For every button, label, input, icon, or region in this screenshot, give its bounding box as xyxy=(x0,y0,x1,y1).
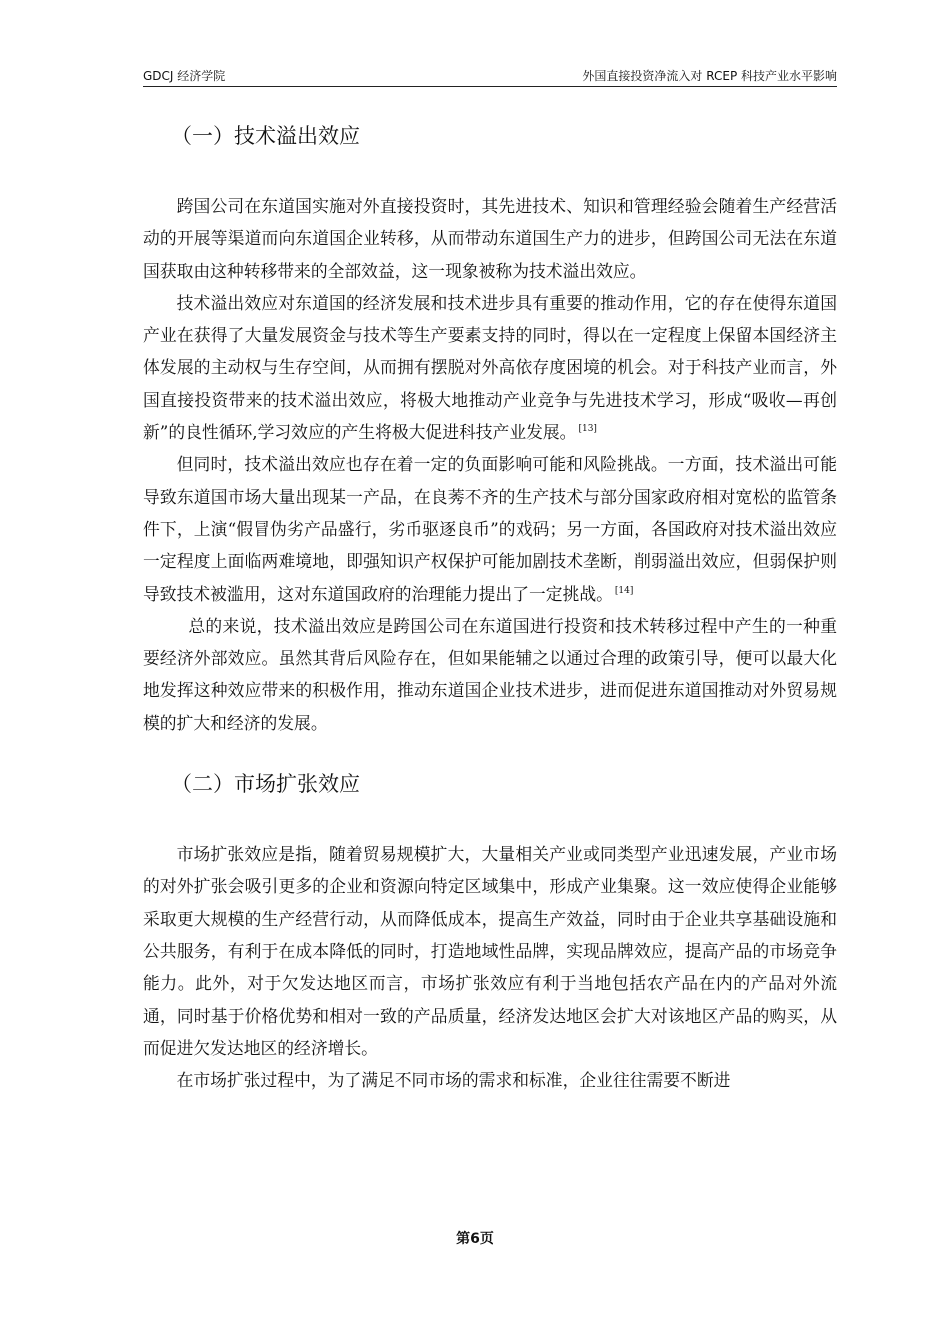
page-header xyxy=(143,66,837,87)
document-body xyxy=(143,106,837,1096)
paragraph: 但同时，技术溢出效应也存在着一定的负面影响可能和风险挑战。一方面，技术溢出可能导致东道国市场大量出现某一产品，在良莠不齐的生产技术与部分国家政府相对宽松的监管条件下，上演“假冒伪劣产品盛行，劣币驱逐良币”的戏码；另一方面，各国政府对技术溢出效应一定程度上面临两难境地，即强知识产权保护可能加剧技术垄断，削弱溢出效应，但弱保护则导致技术被滥用，这对东道国政府的治理能力提出了一定挑战。 [14] xyxy=(143,454,837,604)
citation-marker: [13] xyxy=(578,424,597,435)
header-right-text: 外国直接投资净流入对 RCEP 科技产业水平影响 xyxy=(582,69,837,83)
paragraph: 跨国公司在东道国实施对外直接投资时，其先进技术、知识和管理经验会随着生产经营活动的开展等渠道而向东道国企业转移，从而带动东道国生产力的进步，但跨国公司无法在东道国获取由这种转移带来的全部效益，这一现象被称为技术溢出效应。 xyxy=(143,196,837,281)
header-left-text: GDCJ 经济学院 xyxy=(143,69,226,83)
citation-marker: [14] xyxy=(614,585,634,596)
paragraph: 总的来说，技术溢出效应是跨国公司在东道国进行投资和技术转移过程中产生的一种重要经济外部效应。虽然其背后风险存在，但如果能辅之以通过合理的政策引导，便可以最大化地发挥这种效应带来的积极作用，推动东道国企业技术进步，进而促进东道国推动对外贸易规模的扩大和经济的发展。 xyxy=(143,615,837,733)
section-heading-market-expansion: （二）市场扩张效应 xyxy=(171,772,360,797)
paragraph: 在市场扩张过程中，为了满足不同市场的需求和标准，企业往往需要不断进 xyxy=(176,1070,731,1091)
page-number: 第6页 xyxy=(456,1231,494,1247)
paragraph: 市场扩张效应是指，随着贸易规模扩大，大量相关产业或同类型产业迅速发展，产业市场的对外扩张会吸引更多的企业和资源向特定区域集中，形成产业集聚。这一效应使得企业能够采取更大规模的生产经营行动，从而降低成本，提高生产效益，同时由于企业共享基础设施和公共服务，有利于在成本降低的同时，打造地域性品牌，实现品牌效应，提高产品的市场竞争能力。此外，对于欠发达地区而言，市场扩张效应有利于当地包括农产品在内的产品对外流通，同时基于价格优势和相对一致的产品质量，经济发达地区会扩大对该地区产品的购买，从而促进欠发达地区的经济增长。 xyxy=(143,844,837,1058)
paragraph: 技术溢出效应对东道国的经济发展和技术进步具有重要的推动作用，它的存在使得东道国产业在获得了大量发展资金与技术等生产要素支持的同时，得以在一定程度上保留本国经济主体发展的主动权与生存空间，从而拥有摆脱对外高依存度困境的机会。对于科技产业而言，外国直接投资带来的技术溢出效应，将极大地推动产业竞争与先进技术学习，形成“吸收—再创新”的良性循环,学习效应的产生将极大促进科技产业发展。 [13] xyxy=(143,292,837,443)
section-heading-technology-spillover: （一）技术溢出效应 xyxy=(171,124,360,148)
